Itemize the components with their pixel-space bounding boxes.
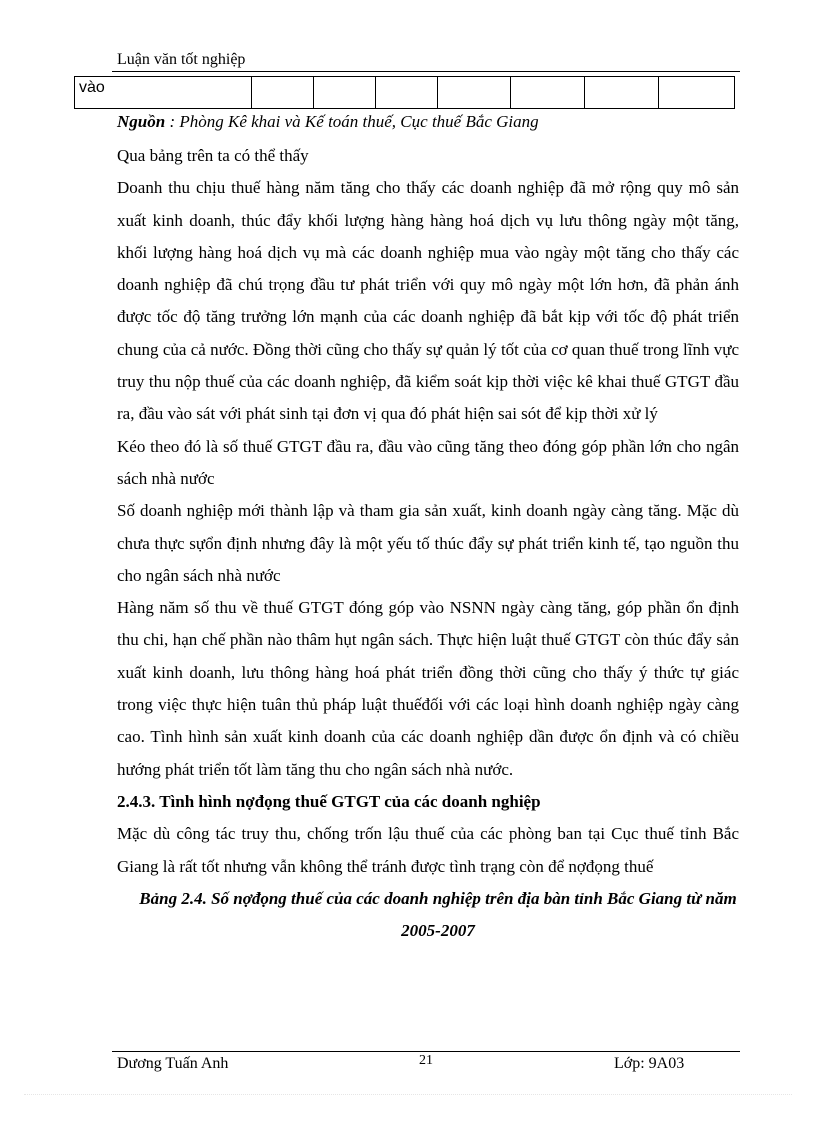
table-row xyxy=(75,77,735,109)
table-cell xyxy=(659,77,735,109)
footer-divider xyxy=(112,1051,740,1052)
paragraph-vat-contribution: Kéo theo đó là số thuế GTGT đầu ra, đầu vào cũng tăng theo đóng góp phần lớn cho ngân sách nhà nước xyxy=(117,436,739,488)
paragraph-arrears: Mặc dù công tác truy thu, chống trốn lậu thuế của các phòng ban tại Cục thuế tỉnh Bắc Giang là rất tốt nhưng vẫn không thể tránh được tình trạng còn để nợđọng thuế xyxy=(117,824,739,876)
footer-author: Dương Tuấn Anh xyxy=(117,1055,229,1072)
paragraph-revenue: Doanh thu chịu thuế hàng năm tăng cho thấy các doanh nghiệp đã mở rộng quy mô sản xuất kinh doanh, thúc đẩy khối lượng hàng hàng hoá dịch vụ lưu thông ngày một tăng, khối lượng hàng hoá dịch vụ mà các doanh nghiệp mua vào ngày một tăng cho thấy các doanh nghiệp đã chú trọng đầu tư phát triển với quy mô ngày một lớn hơn, đã phản ánh được tốc độ tăng trưởng lớn mạnh của các doanh nghiệp đã bắt kịp với tốc độ phát triển chung của cả nước. Đồng thời cũng cho thấy sự quản lý tốt của cơ quan thuế trong lĩnh vực truy thu nộp thuế của các doanh nghiệp, đã kiểm soát kịp thời việc kê khai thuế GTGT đầu ra, đầu vào sát với phát sinh tại đơn vị qua đó phát hiện sai sót để kịp thời xử lý xyxy=(117,178,739,424)
source-label: Nguồn xyxy=(117,112,166,131)
table-cell xyxy=(585,77,659,109)
table-cell xyxy=(376,77,438,109)
body-text xyxy=(117,140,739,947)
table-cell xyxy=(314,77,376,109)
footer-class: Lớp: 9A03 xyxy=(614,1055,685,1072)
table-cell xyxy=(511,77,585,109)
table-source-note xyxy=(117,110,539,134)
page-edge-divider xyxy=(24,1094,792,1095)
section-heading: 2.4.3. Tình hình nợđọng thuế GTGT của các doanh nghiệp xyxy=(117,791,541,811)
paragraph-intro: Qua bảng trên ta có thể thấy xyxy=(117,146,309,165)
table-caption: Bảng 2.4. Số nợđọng thuế của các doanh nghiệp trên địa bàn tỉnh Bắc Giang từ năm 2005-2007 xyxy=(139,888,737,940)
running-header: Luận văn tốt nghiệp xyxy=(117,51,246,68)
paragraph-new-enterprises: Số doanh nghiệp mới thành lập và tham gia sản xuất, kinh doanh ngày càng tăng. Mặc dù chưa thực sựổn định nhưng đây là một yếu tố thúc đẩy sự phát triển kinh tế, tạo nguồn thu cho ngân sách nhà nước xyxy=(117,501,739,585)
table-cell xyxy=(438,77,511,109)
paragraph-annual-revenue: Hàng năm số thu về thuế GTGT đóng góp vào NSNN ngày càng tăng, góp phần ổn định thu chi, hạn chế phần nào thâm hụt ngân sách. Thực hiện luật thuế GTGT còn thúc đẩy sản xuất kinh doanh, lưu thông hàng hoá phát triển đồng thời cũng cho thấy ý thức tự giác trong việc thực hiện tuân thủ pháp luật thuếđối với các loại hình doanh nghiệp ngày càng cao. Tình hình sản xuất kinh doanh của các doanh nghiệp dần được ổn định và có chiều hướng phát triển tốt làm tăng thu cho ngân sách nhà nước. xyxy=(117,598,739,779)
source-text: : Phòng Kê khai và Kế toán thuế, Cục thuế Bắc Giang xyxy=(169,112,539,131)
table-cell xyxy=(252,77,314,109)
page-number: 21 xyxy=(419,1053,433,1068)
continued-table xyxy=(74,76,735,109)
header-divider xyxy=(112,71,740,72)
table-cell-label: vào xyxy=(75,77,252,109)
